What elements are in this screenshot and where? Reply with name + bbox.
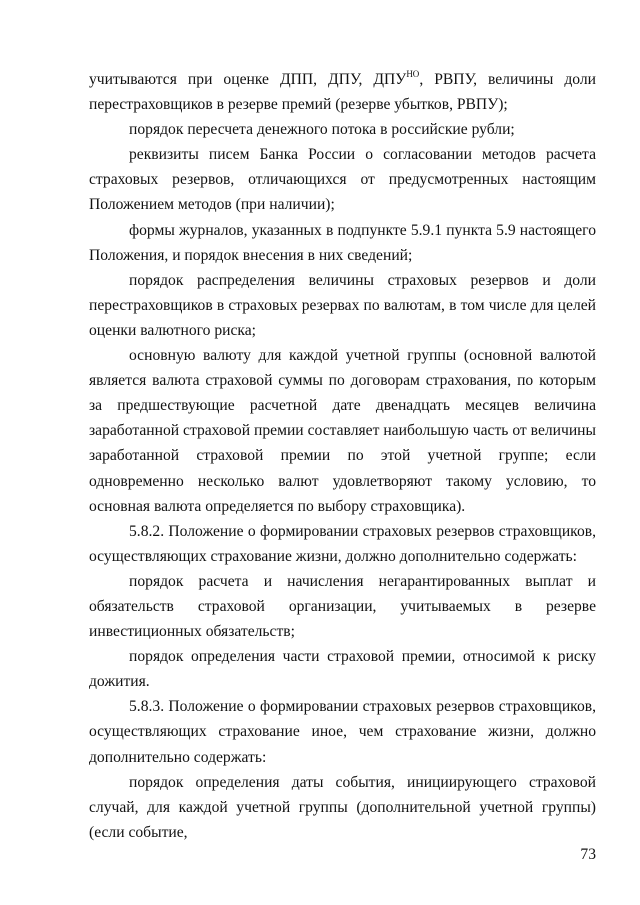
- paragraph-section-5-8-2: 5.8.2. Положение о формировании страховых резервов страховщиков, осуществляющих страхование жизни, должно дополнительно содержать:: [89, 522, 596, 565]
- paragraph-continuation: [89, 67, 596, 117]
- paragraph-journal-forms: формы журналов, указанных в подпункте 5.9.1 пункта 5.9 настоящего Положения, и порядок внесения в них сведений;: [89, 221, 596, 264]
- paragraph-currency-conversion: порядок пересчета денежного потока в российские рубли;: [129, 121, 515, 139]
- document-body: [89, 67, 596, 845]
- superscript-no: НО: [406, 68, 420, 79]
- paragraph-currency-distribution: порядок распределения величины страховых резервов и доли перестраховщиков в страховых резервах по валютам, в том числе для целей оценки валютного риска;: [89, 271, 596, 339]
- page-number: 73: [580, 846, 596, 863]
- paragraph-bank-letters: реквизиты писем Банка России о согласовании методов расчета страховых резервов, отличающихся от предусмотренных настоящим Положением методов (при наличии);: [89, 146, 596, 214]
- paragraph-event-date: порядок определения даты события, инициирующего страховой случай, для каждой учетной группы (дополнительной учетной группы) (если событие,: [89, 773, 596, 841]
- paragraph-continuation-text-start: учитываются при оценке ДПП, ДПУ, ДПУ: [89, 71, 407, 88]
- paragraph-section-5-8-3: 5.8.3. Положение о формировании страховых резервов страховщиков, осуществляющих страхование иное, чем страхование жизни, должно дополнительно содержать:: [89, 698, 596, 766]
- paragraph-continuation-text-end: , РВПУ, величины доли перестраховщиков в резерве премий (резерве убытков, РВПУ);: [89, 71, 596, 114]
- paragraph-non-guaranteed-payments: порядок расчета и начисления негарантированных выплат и обязательств страховой организации, учитываемых в резерве инвестиционных обязательств;: [89, 572, 596, 641]
- paragraph-survival-risk: порядок определения части страховой премии, относимой к риску дожития.: [89, 648, 596, 691]
- paragraph-base-currency: основную валюту для каждой учетной группы (основной валютой является валюта страховой суммы по договорам страхования, по которым за предшествующие расчетной дате двенадцать месяцев величина заработанной страховой премии составляет наибольшую часть от величины заработанной страховой премии по этой учетной группе; если одновременно несколько валют удовлетворяют такому условию, то основная валюта определяется по выбору страховщика).: [89, 347, 596, 515]
